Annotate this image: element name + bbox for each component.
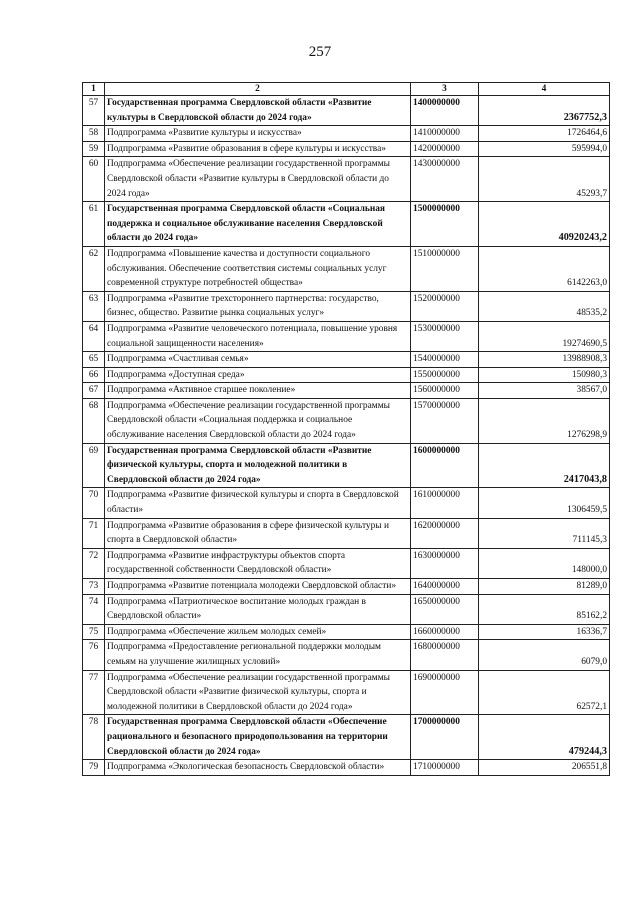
row-amount: 150980,3 [479, 367, 610, 383]
row-amount: 40920243,2 [479, 202, 610, 247]
row-code: 1510000000 [411, 246, 479, 291]
table-row [83, 291, 610, 321]
row-number: 67 [83, 383, 105, 399]
table-row [83, 548, 610, 578]
table-row [83, 141, 610, 157]
row-name: Подпрограмма «Обеспечение жильем молодых семей» [105, 624, 411, 640]
row-name: Подпрограмма «Доступная среда» [105, 367, 411, 383]
table-row [83, 126, 610, 142]
row-code: 1400000000 [411, 96, 479, 126]
row-code: 1710000000 [411, 760, 479, 776]
row-name: Подпрограмма «Патриотическое воспитание молодых граждан в Свердловской области» [105, 594, 411, 624]
row-code: 1430000000 [411, 157, 479, 202]
row-code: 1410000000 [411, 126, 479, 142]
row-amount: 2367752,3 [479, 96, 610, 126]
row-number: 75 [83, 624, 105, 640]
row-amount: 38567,0 [479, 383, 610, 399]
row-number: 57 [83, 96, 105, 126]
row-code: 1520000000 [411, 291, 479, 321]
row-amount: 479244,3 [479, 715, 610, 760]
row-name: Подпрограмма «Развитие потенциала молодежи Свердловской области» [105, 579, 411, 595]
row-number: 59 [83, 141, 105, 157]
row-name: Подпрограмма «Активное старшее поколение» [105, 383, 411, 399]
row-name: Государственная программа Свердловской области «Социальная поддержка и социальное обслуживание населения Свердловской области до 2024 года» [105, 202, 411, 247]
row-number: 69 [83, 443, 105, 488]
page-number: 257 [308, 44, 332, 60]
table-row [83, 518, 610, 548]
row-code: 1600000000 [411, 443, 479, 488]
row-amount: 45293,7 [479, 157, 610, 202]
row-name: Подпрограмма «Развитие физической культуры и спорта в Свердловской области» [105, 488, 411, 518]
row-code: 1640000000 [411, 579, 479, 595]
row-amount: 13988908,3 [479, 352, 610, 368]
table-row [83, 488, 610, 518]
row-amount: 148000,0 [479, 548, 610, 578]
row-amount: 1306459,5 [479, 488, 610, 518]
row-number: 62 [83, 246, 105, 291]
table-row [83, 202, 610, 247]
row-code: 1420000000 [411, 141, 479, 157]
row-number: 60 [83, 157, 105, 202]
row-number: 78 [83, 715, 105, 760]
table-row [83, 398, 610, 443]
table-row [83, 246, 610, 291]
row-code: 1610000000 [411, 488, 479, 518]
budget-table [82, 82, 610, 776]
row-amount: 19274690,5 [479, 321, 610, 351]
header-cell-3: 3 [411, 83, 479, 96]
table-row [83, 640, 610, 670]
row-number: 72 [83, 548, 105, 578]
row-name: Подпрограмма «Обеспечение реализации государственной программы Свердловской области «Развитие физической культуры, спорта и молодежной политики в Свердловской области до 2024 года» [105, 670, 411, 715]
row-amount: 16336,7 [479, 624, 610, 640]
row-number: 61 [83, 202, 105, 247]
row-amount: 2417043,8 [479, 443, 610, 488]
row-amount: 206551,8 [479, 760, 610, 776]
row-name: Подпрограмма «Развитие трехстороннего партнерства: государство, бизнес, общество. Развитие рынка социальных услуг» [105, 291, 411, 321]
row-amount: 6142263,0 [479, 246, 610, 291]
row-name: Подпрограмма «Развитие инфраструктуры объектов спорта государственной собственности Свердловской области» [105, 548, 411, 578]
row-code: 1550000000 [411, 367, 479, 383]
header-cell-1: 1 [83, 83, 105, 96]
table-row [83, 579, 610, 595]
row-amount: 81289,0 [479, 579, 610, 595]
table-body [83, 83, 610, 776]
row-amount: 711145,3 [479, 518, 610, 548]
row-amount: 595994,0 [479, 141, 610, 157]
row-name: Подпрограмма «Повышение качества и доступности социального обслуживания. Обеспечение соответствия системы социальных услуг современной структуре потребностей общества» [105, 246, 411, 291]
row-number: 76 [83, 640, 105, 670]
row-name: Государственная программа Свердловской области «Обеспечение рационального и безопасного природопользования на территории Свердловской области до 2024 года» [105, 715, 411, 760]
table-row [83, 157, 610, 202]
row-number: 63 [83, 291, 105, 321]
row-name: Подпрограмма «Развитие образования в сфере культуры и искусства» [105, 141, 411, 157]
table-row [83, 760, 610, 776]
row-number: 64 [83, 321, 105, 351]
table-row [83, 670, 610, 715]
row-name: Подпрограмма «Развитие культуры и искусства» [105, 126, 411, 142]
row-amount: 48535,2 [479, 291, 610, 321]
row-amount: 85162,2 [479, 594, 610, 624]
row-number: 68 [83, 398, 105, 443]
row-code: 1660000000 [411, 624, 479, 640]
row-name: Подпрограмма «Обеспечение реализации государственной программы Свердловской области «Социальная поддержка и социальное обслуживание населения Свердловской области до 2024 года» [105, 398, 411, 443]
table-row [83, 367, 610, 383]
row-number: 70 [83, 488, 105, 518]
header-cell-4: 4 [479, 83, 610, 96]
row-number: 73 [83, 579, 105, 595]
row-name: Подпрограмма «Развитие образования в сфере физической культуры и спорта в Свердловской области» [105, 518, 411, 548]
row-code: 1650000000 [411, 594, 479, 624]
row-number: 66 [83, 367, 105, 383]
row-amount: 1276298,9 [479, 398, 610, 443]
row-code: 1500000000 [411, 202, 479, 247]
row-code: 1700000000 [411, 715, 479, 760]
row-code: 1690000000 [411, 670, 479, 715]
row-code: 1630000000 [411, 548, 479, 578]
row-name: Подпрограмма «Предоставление региональной поддержки молодым семьям на улучшение жилищных условий» [105, 640, 411, 670]
table-row [83, 594, 610, 624]
row-name: Государственная программа Свердловской области «Развитие культуры в Свердловской области до 2024 года» [105, 96, 411, 126]
row-number: 65 [83, 352, 105, 368]
row-name: Подпрограмма «Экологическая безопасность Свердловской области» [105, 760, 411, 776]
table-row [83, 352, 610, 368]
table-header-row [83, 83, 610, 96]
table-row [83, 443, 610, 488]
table-row [83, 383, 610, 399]
row-number: 74 [83, 594, 105, 624]
row-name: Подпрограмма «Счастливая семья» [105, 352, 411, 368]
row-code: 1560000000 [411, 383, 479, 399]
row-number: 71 [83, 518, 105, 548]
row-code: 1570000000 [411, 398, 479, 443]
row-name: Подпрограмма «Развитие человеческого потенциала, повышение уровня социальной защищенности населения» [105, 321, 411, 351]
row-number: 58 [83, 126, 105, 142]
row-number: 77 [83, 670, 105, 715]
table-row [83, 96, 610, 126]
row-code: 1540000000 [411, 352, 479, 368]
row-name: Государственная программа Свердловской области «Развитие физической культуры, спорта и молодежной политики в Свердловской области до 2024 года» [105, 443, 411, 488]
row-code: 1680000000 [411, 640, 479, 670]
row-amount: 6079,0 [479, 640, 610, 670]
row-number: 79 [83, 760, 105, 776]
header-cell-2: 2 [105, 83, 411, 96]
row-amount: 62572,1 [479, 670, 610, 715]
row-name: Подпрограмма «Обеспечение реализации государственной программы Свердловской области «Развитие культуры в Свердловской области до 2024 года» [105, 157, 411, 202]
table-row [83, 715, 610, 760]
row-code: 1620000000 [411, 518, 479, 548]
row-code: 1530000000 [411, 321, 479, 351]
table-row [83, 321, 610, 351]
table-row [83, 624, 610, 640]
row-amount: 1726464,6 [479, 126, 610, 142]
